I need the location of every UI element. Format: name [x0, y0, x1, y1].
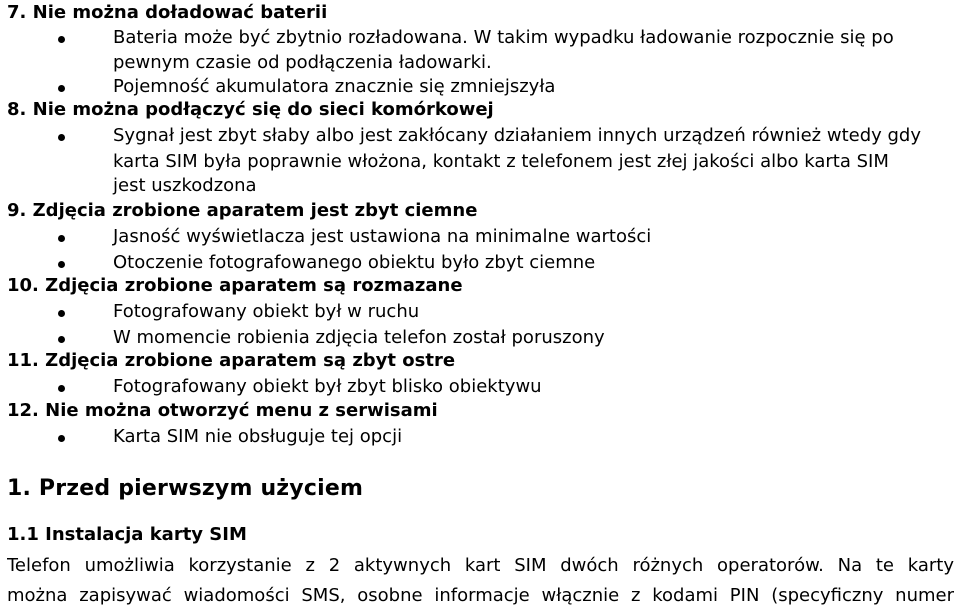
bullet-icon [58, 385, 65, 392]
bullet-text-line: Sygnał jest zbyt słaby albo jest zakłócany działaniem innych urządzeń również wtedy gdy [113, 125, 922, 146]
section-heading-7: 7. Nie można doładować baterii [7, 2, 328, 23]
paragraph-line: można zapisywać wiadomości SMS, osobne informacje włącznie z kodami PIN (specyficzny numer [7, 585, 954, 606]
bullet-icon [58, 134, 65, 141]
bullet-icon [58, 261, 65, 268]
bullet-text-line: Pojemność akumulatora znacznie się zmniejszyła [113, 76, 556, 97]
bullet-text-line: W momencie robienia zdjęcia telefon został poruszony [113, 327, 605, 348]
paragraph-line: Telefon umożliwia korzystanie z 2 aktywnych kart SIM dwóch różnych operatorów. Na te karty [7, 555, 954, 576]
section-heading-10: 10. Zdjęcia zrobione aparatem są rozmazane [7, 275, 463, 296]
chapter-title: 1. Przed pierwszym użyciem [7, 476, 364, 501]
section-heading-11: 11. Zdjęcia zrobione aparatem są zbyt ostre [7, 350, 456, 371]
bullet-text-line: Bateria może być zbytnio rozładowana. W takim wypadku ładowanie rozpocznie się po [113, 27, 894, 48]
section-heading-12: 12. Nie można otworzyć menu z serwisami [7, 400, 438, 421]
bullet-text-line: Fotografowany obiekt był zbyt blisko obiektywu [113, 376, 542, 397]
bullet-icon [58, 36, 65, 43]
bullet-text-line: Karta SIM nie obsługuje tej opcji [113, 426, 403, 447]
bullet-icon [58, 435, 65, 442]
bullet-icon [58, 310, 65, 317]
bullet-icon [58, 336, 65, 343]
bullet-text-line: pewnym czasie od podłączenia ładowarki. [113, 52, 492, 73]
section-heading-9: 9. Zdjęcia zrobione aparatem jest zbyt ciemne [7, 200, 478, 221]
bullet-text-line: Jasność wyświetlacza jest ustawiona na minimalne wartości [113, 226, 652, 247]
bullet-text-line: Fotografowany obiekt był w ruchu [113, 301, 420, 322]
bullet-icon [58, 85, 65, 92]
subsection-title: 1.1 Instalacja karty SIM [7, 524, 247, 545]
section-heading-8: 8. Nie można podłączyć się do sieci komórkowej [7, 99, 494, 120]
bullet-text-line: Otoczenie fotografowanego obiektu było zbyt ciemne [113, 252, 596, 273]
bullet-text-line: karta SIM była poprawnie włożona, kontakt z telefonem jest złej jakości albo karta SIM [113, 151, 889, 172]
bullet-text-line: jest uszkodzona [113, 175, 257, 196]
bullet-icon [58, 235, 65, 242]
